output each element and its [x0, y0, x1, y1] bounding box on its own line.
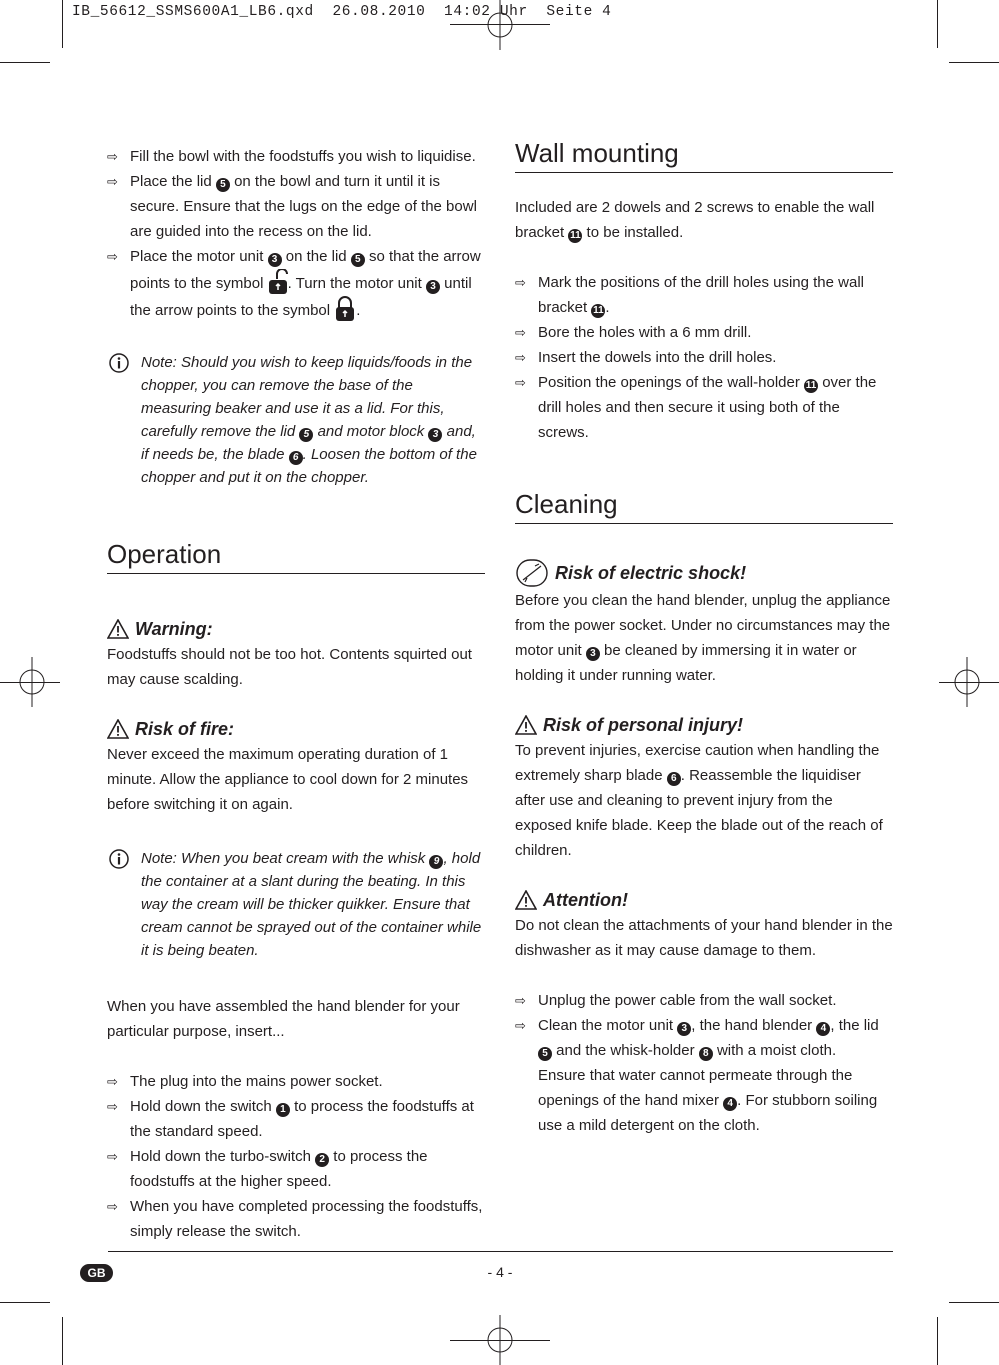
attention-text: Do not clean the attachments of your hand blender in the dishwasher as it may cause damage to them. — [515, 917, 893, 959]
registration-mark-icon — [475, 1315, 525, 1365]
section-title-wall-mounting: Wall mounting — [515, 136, 893, 173]
arrow-icon: ⇨ — [107, 249, 118, 264]
part-number-badge: 3 — [677, 1022, 691, 1036]
crop-mark — [949, 62, 999, 63]
injury-text: To prevent injuries, exercise caution when handling the extremely sharp blade 6 . Reassemble the liquidiser after use and cleaning to prevent injury from the exposed knife blade. Keep the blade out of the reach of children. — [515, 742, 883, 859]
warning-text: Foodstuffs should not be too hot. Contents squirted out may cause scalding. — [107, 646, 472, 688]
list-item: ⇨ Insert the dowels into the drill holes. — [515, 345, 893, 370]
footer-rule — [108, 1251, 893, 1252]
list-item: ⇨ Bore the holes with a 6 mm drill. — [515, 320, 893, 345]
registration-mark-icon — [475, 0, 525, 50]
part-number-badge: 3 — [426, 280, 440, 294]
list-item: ⇨ Place the lid 5 on the bowl and turn it until it is secure. Ensure that the lugs on the edge of the bowl are guided into the recess on the lid. — [107, 169, 485, 244]
language-badge: GB — [80, 1264, 113, 1282]
arrow-icon: ⇨ — [515, 275, 526, 290]
crop-mark — [62, 0, 63, 48]
part-number-badge: 9 — [429, 855, 443, 869]
wall-intro: Included are 2 dowels and 2 screws to enable the wall bracket 11 to be installed. — [515, 199, 875, 241]
warning-icon — [107, 719, 129, 739]
arrow-icon: ⇨ — [107, 1149, 118, 1164]
arrow-icon: ⇨ — [107, 1199, 118, 1214]
warning-icon — [107, 619, 129, 639]
lock-symbol-icon — [334, 296, 356, 322]
arrow-icon: ⇨ — [107, 174, 118, 189]
attention-heading: Attention! — [515, 887, 893, 913]
list-item: ⇨ The plug into the mains power socket. — [107, 1069, 485, 1094]
note-block: Note: When you beat cream with the whisk 9 , hold the container at a slant during the beating. In this way the cream will be thicker quikker. Ensure that cream cannot be sprayed out of the container while it is being beaten. — [107, 847, 485, 962]
shock-text: Before you clean the hand blender, unplug the appliance from the power socket. Under no circumstances may the motor unit 3 be cleaned by immersing it in water or holding it under running water. — [515, 592, 891, 684]
arrow-icon: ⇨ — [515, 325, 526, 340]
page-number: - 4 - — [487, 1264, 513, 1280]
electric-shock-icon — [515, 558, 549, 588]
section-title-cleaning: Cleaning — [515, 487, 893, 524]
warning-icon — [515, 715, 537, 735]
section-title-operation: Operation — [107, 537, 485, 574]
part-number-badge: 3 — [428, 428, 442, 442]
shock-heading: Risk of electric shock! — [515, 558, 893, 588]
part-number-badge: 6 — [289, 451, 303, 465]
list-item: ⇨ When you have completed processing the foodstuffs, simply release the switch. — [107, 1194, 485, 1244]
warning-icon — [515, 890, 537, 910]
list-item: ⇨ Position the openings of the wall-holder 11 over the drill holes and then secure it using both of the screws. — [515, 370, 893, 445]
arrow-icon: ⇨ — [107, 1099, 118, 1114]
fire-text: Never exceed the maximum operating duration of 1 minute. Allow the appliance to cool down for 2 minutes before switching it on again. — [107, 746, 469, 813]
crop-mark — [937, 1317, 938, 1365]
arrow-icon: ⇨ — [107, 149, 118, 164]
crop-mark — [62, 1317, 63, 1365]
part-number-badge: 5 — [216, 178, 230, 192]
arrow-icon: ⇨ — [515, 1018, 526, 1033]
list-item: ⇨ Hold down the turbo-switch 2 to process the foodstuffs at the higher speed. — [107, 1144, 485, 1194]
part-number-badge: 3 — [586, 647, 600, 661]
registration-mark-icon — [7, 657, 57, 707]
arrow-icon: ⇨ — [107, 1074, 118, 1089]
print-slug: IB_56612_SSMS600A1_LB6.qxd 26.08.2010 14:02 Uhr Seite 4 — [72, 4, 612, 20]
part-number-badge: 5 — [351, 253, 365, 267]
list-item: ⇨ Place the motor unit 3 on the lid 5 so that the arrow points to the symbol . Turn the motor unit 3 until the arrow points to the symbol . — [107, 244, 485, 323]
arrow-icon: ⇨ — [515, 375, 526, 390]
left-column — [107, 144, 485, 1244]
crop-mark — [0, 62, 50, 63]
list-item: ⇨ Hold down the switch 1 to process the foodstuffs at the standard speed. — [107, 1094, 485, 1144]
clean-extra-text: Ensure that water cannot permeate through the openings of the hand mixer 4 . For stubborn soiling use a mild detergent on the cloth. — [538, 1067, 878, 1134]
warning-heading: Warning: — [107, 616, 485, 642]
part-number-badge: 5 — [538, 1047, 552, 1061]
unlock-symbol-icon — [268, 269, 288, 295]
list-item: ⇨ Unplug the power cable from the wall socket. — [515, 988, 893, 1013]
list-item: ⇨ Fill the bowl with the foodstuffs you wish to liquidise. — [107, 144, 485, 169]
crop-mark — [0, 1302, 50, 1303]
part-number-badge: 8 — [699, 1047, 713, 1061]
fire-heading: Risk of fire: — [107, 716, 485, 742]
part-number-badge: 5 — [299, 428, 313, 442]
part-number-badge: 11 — [805, 380, 817, 391]
part-number-badge: 6 — [667, 772, 681, 786]
note-block: Note: Should you wish to keep liquids/foods in the chopper, you can remove the base of the measuring beaker and use it as a lid. For this, carefully remove the lid 5 and motor block 3 and, if needs be, the blade 6 . Loosen the bottom of the chopper and put it on the chopper. — [107, 351, 485, 489]
crop-mark — [949, 1302, 999, 1303]
list-item: ⇨ Mark the positions of the drill holes using the wall bracket 11 . — [515, 270, 893, 320]
list-item: ⇨ Clean the motor unit 3 , the hand blender 4 , the lid 5 and the whisk-holder 8 with a moist cloth. — [515, 1013, 893, 1063]
info-icon — [109, 849, 129, 869]
part-number-badge: 3 — [268, 253, 282, 267]
arrow-icon: ⇨ — [515, 993, 526, 1008]
crop-mark — [937, 0, 938, 48]
injury-heading: Risk of personal injury! — [515, 712, 893, 738]
part-number-badge: 2 — [315, 1153, 329, 1167]
part-number-badge: 4 — [816, 1022, 830, 1036]
arrow-icon: ⇨ — [515, 350, 526, 365]
part-number-badge: 11 — [593, 305, 604, 316]
part-number-badge: 1 — [276, 1103, 290, 1117]
part-number-badge: 4 — [723, 1097, 737, 1111]
registration-mark-icon — [942, 657, 992, 707]
part-number-badge: 11 — [570, 230, 581, 241]
right-column — [515, 136, 893, 1138]
assembled-text: When you have assembled the hand blender for your particular purpose, insert... — [107, 998, 460, 1040]
info-icon — [109, 353, 129, 373]
